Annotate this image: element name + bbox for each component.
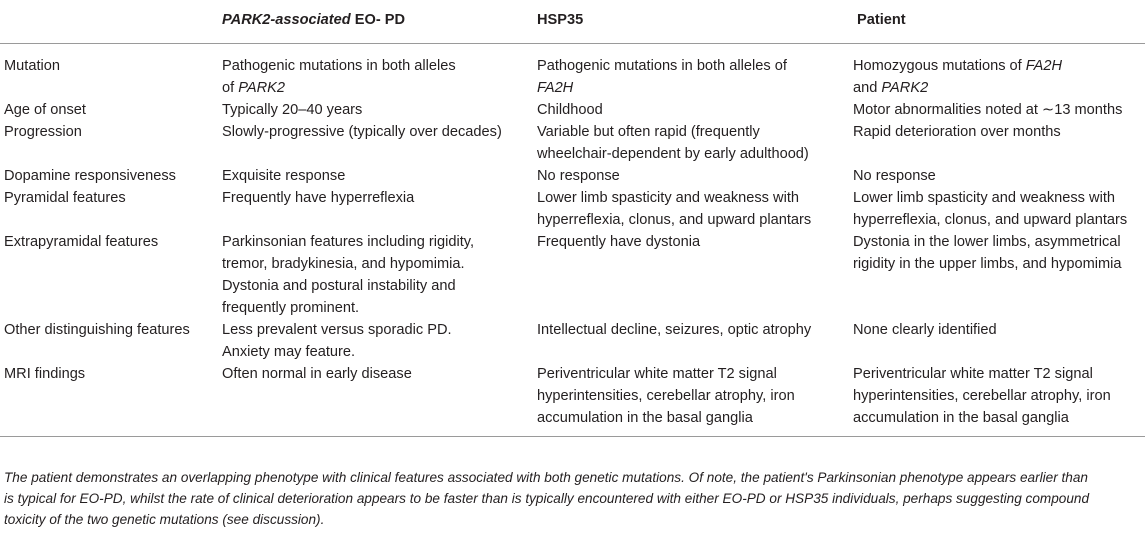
table-row xyxy=(0,165,1145,187)
cell-patient: Lower limb spasticity and weakness with hyperreflexia, clonus, and upward plantars xyxy=(853,190,1128,228)
cell-patient: Dystonia in the lower limbs, asymmetrical rigidity in the upper limbs, and hypomimia xyxy=(853,234,1122,272)
table-row xyxy=(0,319,1145,363)
table-row xyxy=(0,44,1145,100)
cell-hsp35: Frequently have dystonia xyxy=(537,234,701,250)
cell-hsp35: Periventricular white matter T2 signal hyperintensities, cerebellar atrophy, iron accumulation in the basal ganglia xyxy=(537,366,795,426)
header-col-park2: PARK2-associated EO- PD xyxy=(222,12,406,28)
cell-hsp35: Lower limb spasticity and weakness with hyperreflexia, clonus, and upward plantars xyxy=(537,190,812,228)
table-row xyxy=(0,99,1145,121)
cell-hsp35: No response xyxy=(537,168,620,184)
cell-park2: Typically 20–40 years xyxy=(222,102,363,118)
cell-park2: Slowly-progressive (typically over decades) xyxy=(222,124,502,140)
header-row xyxy=(0,0,1145,44)
row-label: Age of onset xyxy=(4,102,86,118)
cell-hsp35: Variable but often rapid (frequently wheelchair-dependent by early adulthood) xyxy=(537,124,809,162)
cell-patient: Periventricular white matter T2 signal hyperintensities, cerebellar atrophy, iron accumulation in the basal ganglia xyxy=(853,366,1111,426)
row-label: Mutation xyxy=(4,58,60,74)
table-row xyxy=(0,187,1145,231)
row-label: Pyramidal features xyxy=(4,190,126,206)
cell-park2: Often normal in early disease xyxy=(222,366,412,382)
cell-park2: Exquisite response xyxy=(222,168,346,184)
cell-patient: No response xyxy=(853,168,936,184)
table-row xyxy=(0,121,1145,165)
table-footnote: The patient demonstrates an overlapping phenotype with clinical features associated with both genetic mutations. Of note, the patient's Parkinsonian phenotype appears earlier than is typical for EO-PD, whilst the rate of clinical deterioration appears to be faster than is typically encountered with either EO-PD or HSP35 individuals, perhaps suggesting compound toxicity of the two genetic mutations (see discussion). xyxy=(4,470,1090,527)
row-label: MRI findings xyxy=(4,366,86,382)
cell-patient: Motor abnormalities noted at ∼13 months xyxy=(853,102,1123,118)
row-label: Other distinguishing features xyxy=(4,322,190,338)
cell-patient: None clearly identified xyxy=(853,322,997,338)
cell-patient: Homozygous mutations of FA2H and PARK2 xyxy=(853,58,1063,96)
cell-park2: Less prevalent versus sporadic PD. Anxiety may feature. xyxy=(222,322,452,360)
cell-park2: Frequently have hyperreflexia xyxy=(222,190,415,206)
header-col-feature xyxy=(0,0,222,44)
cell-hsp35: Pathogenic mutations in both alleles of FA2H xyxy=(537,58,787,96)
row-label: Progression xyxy=(4,124,82,140)
row-label: Extrapyramidal features xyxy=(4,234,159,250)
cell-park2: Pathogenic mutations in both alleles of PARK2 xyxy=(222,58,456,96)
header-col-patient: Patient xyxy=(857,12,906,28)
cell-patient: Rapid deterioration over months xyxy=(853,124,1061,140)
table-row xyxy=(0,363,1145,437)
cell-hsp35: Childhood xyxy=(537,102,603,118)
table-row xyxy=(0,231,1145,319)
row-label: Dopamine responsiveness xyxy=(4,168,176,184)
header-col-hsp35: HSP35 xyxy=(537,12,584,28)
cell-park2: Parkinsonian features including rigidity, tremor, bradykinesia, and hypomimia. Dystonia and postural instability and frequently prominent. xyxy=(222,234,475,316)
cell-hsp35: Intellectual decline, seizures, optic atrophy xyxy=(537,322,812,338)
